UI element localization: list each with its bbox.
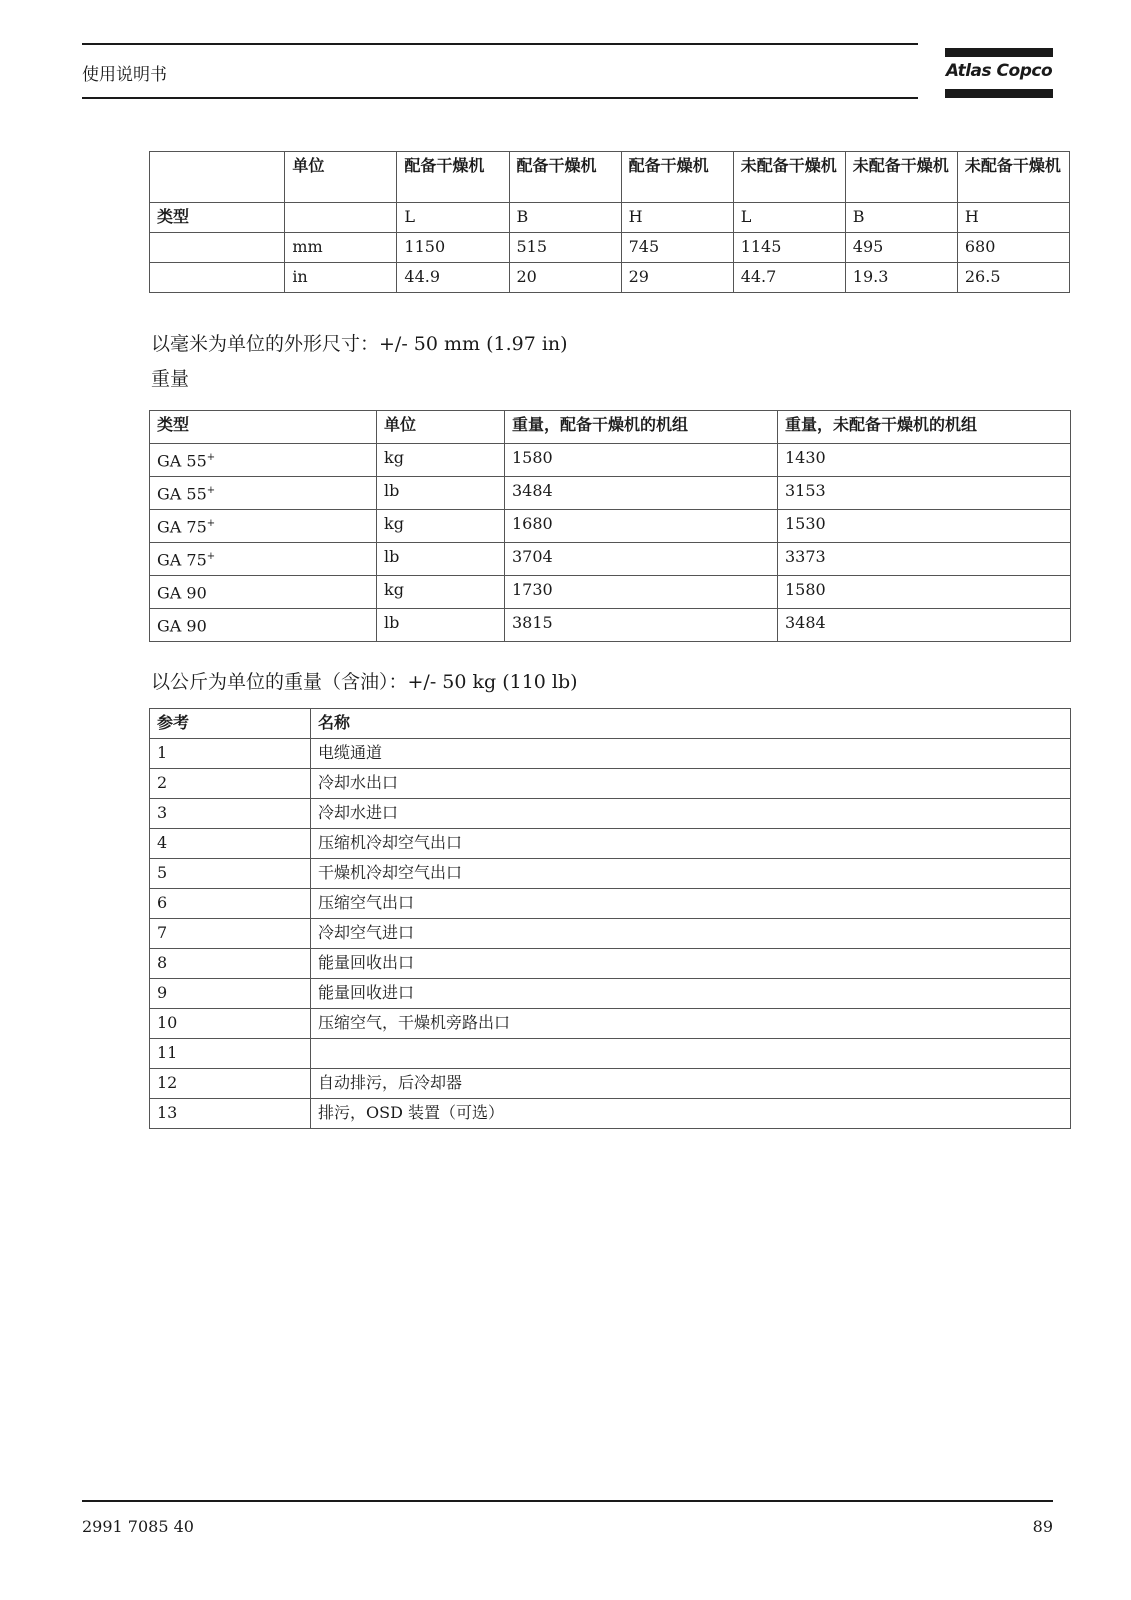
table-row bbox=[150, 769, 1071, 799]
table-row bbox=[150, 979, 1071, 1009]
column-header: 重量，配备干燥机的机组 bbox=[505, 411, 778, 444]
weight-header-row bbox=[150, 411, 1071, 444]
weight-without-dryer-cell: 1580 bbox=[778, 576, 1071, 609]
name-cell: 自动排污，后冷却器 bbox=[311, 1069, 1071, 1099]
dimensions-body bbox=[150, 152, 1070, 293]
name-cell: 冷却水进口 bbox=[311, 799, 1071, 829]
weight-without-dryer-cell: 1530 bbox=[778, 510, 1071, 543]
header-top-rule bbox=[82, 43, 918, 45]
table-cell: 配备干燥机 bbox=[509, 152, 621, 203]
document-title: 使用说明书 bbox=[82, 65, 167, 85]
header-bottom-rule bbox=[82, 97, 918, 99]
name-cell: 压缩机冷却空气出口 bbox=[311, 829, 1071, 859]
model-name: GA 75 bbox=[157, 550, 207, 570]
ref-cell: 11 bbox=[150, 1039, 311, 1069]
weight-with-dryer-cell: 1680 bbox=[505, 510, 778, 543]
table-cell: 26.5 bbox=[957, 263, 1069, 293]
weight-with-dryer-cell: 3484 bbox=[505, 477, 778, 510]
model-name: GA 75 bbox=[157, 517, 207, 537]
table-cell: 未配备干燥机 bbox=[733, 152, 845, 203]
model-cell bbox=[150, 444, 377, 477]
table-row bbox=[150, 889, 1071, 919]
table-row bbox=[150, 444, 1071, 477]
dimensions-type-row bbox=[150, 203, 1070, 233]
ref-cell: 6 bbox=[150, 889, 311, 919]
model-name: GA 90 bbox=[157, 583, 207, 603]
table-cell: 类型 bbox=[150, 203, 285, 233]
logo-bottom-bar bbox=[945, 89, 1053, 98]
table-row bbox=[150, 829, 1071, 859]
model-superscript: + bbox=[206, 485, 216, 496]
weight-with-dryer-cell: 3815 bbox=[505, 609, 778, 642]
weight-with-dryer-cell: 3704 bbox=[505, 543, 778, 576]
unit-cell: kg bbox=[377, 510, 505, 543]
ref-cell: 1 bbox=[150, 739, 311, 769]
unit-cell: lb bbox=[377, 543, 505, 576]
table-cell: in bbox=[285, 263, 397, 293]
name-cell: 电缆通道 bbox=[311, 739, 1071, 769]
logo-top-bar bbox=[945, 48, 1053, 57]
dimensions-tolerance-note: 以毫米为单位的外形尺寸：+/- 50 mm (1.97 in) bbox=[151, 333, 568, 355]
weight-with-dryer-cell: 1730 bbox=[505, 576, 778, 609]
table-row bbox=[150, 1099, 1071, 1129]
name-cell: 能量回收出口 bbox=[311, 949, 1071, 979]
table-cell: 1150 bbox=[397, 233, 509, 263]
atlas-copco-logo bbox=[945, 48, 1053, 100]
table-cell: 515 bbox=[509, 233, 621, 263]
ref-cell: 2 bbox=[150, 769, 311, 799]
model-name: GA 55 bbox=[157, 451, 207, 471]
name-cell: 冷却水出口 bbox=[311, 769, 1071, 799]
weight-without-dryer-cell: 3484 bbox=[778, 609, 1071, 642]
table-cell bbox=[150, 233, 285, 263]
unit-cell: kg bbox=[377, 444, 505, 477]
logo-text: Atlas Copco bbox=[945, 61, 1053, 81]
name-cell: 排污，OSD 装置（可选） bbox=[311, 1099, 1071, 1129]
ref-cell: 7 bbox=[150, 919, 311, 949]
table-cell: 680 bbox=[957, 233, 1069, 263]
table-cell: H bbox=[957, 203, 1069, 233]
table-row bbox=[150, 576, 1071, 609]
model-name: GA 90 bbox=[157, 616, 207, 636]
reference-table-head bbox=[150, 709, 1071, 739]
column-header: 名称 bbox=[311, 709, 1071, 739]
dimensions-header-row bbox=[150, 152, 1070, 203]
table-cell: 未配备干燥机 bbox=[957, 152, 1069, 203]
table-cell: 20 bbox=[509, 263, 621, 293]
ref-cell: 5 bbox=[150, 859, 311, 889]
table-row bbox=[150, 799, 1071, 829]
ref-cell: 8 bbox=[150, 949, 311, 979]
table-cell: 未配备干燥机 bbox=[845, 152, 957, 203]
weight-without-dryer-cell: 3373 bbox=[778, 543, 1071, 576]
table-row bbox=[150, 477, 1071, 510]
dimensions-table bbox=[149, 151, 1070, 293]
unit-cell: lb bbox=[377, 477, 505, 510]
ref-cell: 10 bbox=[150, 1009, 311, 1039]
name-cell bbox=[311, 1039, 1071, 1069]
weight-tolerance-note: 以公斤为单位的重量（含油）：+/- 50 kg (110 lb) bbox=[151, 671, 578, 693]
name-cell: 能量回收进口 bbox=[311, 979, 1071, 1009]
column-header: 单位 bbox=[377, 411, 505, 444]
table-cell: 29 bbox=[621, 263, 733, 293]
table-cell: 44.9 bbox=[397, 263, 509, 293]
table-cell: L bbox=[397, 203, 509, 233]
weight-table bbox=[149, 410, 1071, 642]
table-row bbox=[150, 739, 1071, 769]
table-row bbox=[150, 949, 1071, 979]
table-row bbox=[150, 919, 1071, 949]
column-header: 类型 bbox=[150, 411, 377, 444]
table-cell: 单位 bbox=[285, 152, 397, 203]
model-cell bbox=[150, 576, 377, 609]
weight-table-head bbox=[150, 411, 1071, 444]
table-cell: 配备干燥机 bbox=[621, 152, 733, 203]
unit-cell: lb bbox=[377, 609, 505, 642]
table-cell: 745 bbox=[621, 233, 733, 263]
name-cell: 干燥机冷却空气出口 bbox=[311, 859, 1071, 889]
model-superscript: + bbox=[206, 518, 216, 529]
table-cell: L bbox=[733, 203, 845, 233]
unit-cell: kg bbox=[377, 576, 505, 609]
ref-cell: 9 bbox=[150, 979, 311, 1009]
table-row bbox=[150, 543, 1071, 576]
table-cell: B bbox=[845, 203, 957, 233]
reference-header-row bbox=[150, 709, 1071, 739]
weight-without-dryer-cell: 3153 bbox=[778, 477, 1071, 510]
table-row bbox=[150, 263, 1070, 293]
model-superscript: + bbox=[206, 551, 216, 562]
table-cell: mm bbox=[285, 233, 397, 263]
weight-without-dryer-cell: 1430 bbox=[778, 444, 1071, 477]
model-name: GA 55 bbox=[157, 484, 207, 504]
table-row bbox=[150, 859, 1071, 889]
document-number: 2991 7085 40 bbox=[82, 1517, 194, 1536]
name-cell: 压缩空气，干燥机旁路出口 bbox=[311, 1009, 1071, 1039]
weight-heading: 重量 bbox=[151, 368, 190, 390]
table-row bbox=[150, 1009, 1071, 1039]
ref-cell: 3 bbox=[150, 799, 311, 829]
table-cell bbox=[150, 263, 285, 293]
name-cell: 压缩空气出口 bbox=[311, 889, 1071, 919]
model-superscript: + bbox=[206, 452, 216, 463]
table-cell bbox=[150, 152, 285, 203]
model-cell bbox=[150, 477, 377, 510]
ref-cell: 13 bbox=[150, 1099, 311, 1129]
table-row bbox=[150, 1069, 1071, 1099]
ref-cell: 4 bbox=[150, 829, 311, 859]
table-row bbox=[150, 510, 1071, 543]
table-cell: H bbox=[621, 203, 733, 233]
reference-table bbox=[149, 708, 1071, 1129]
table-cell: 495 bbox=[845, 233, 957, 263]
table-cell: 1145 bbox=[733, 233, 845, 263]
table-cell: 19.3 bbox=[845, 263, 957, 293]
table-row bbox=[150, 609, 1071, 642]
ref-cell: 12 bbox=[150, 1069, 311, 1099]
column-header: 参考 bbox=[150, 709, 311, 739]
table-cell bbox=[285, 203, 397, 233]
model-cell bbox=[150, 510, 377, 543]
table-cell: 配备干燥机 bbox=[397, 152, 509, 203]
table-cell: 44.7 bbox=[733, 263, 845, 293]
reference-table-body bbox=[150, 739, 1071, 1129]
table-cell: B bbox=[509, 203, 621, 233]
page-number: 89 bbox=[1032, 1517, 1053, 1536]
model-cell bbox=[150, 609, 377, 642]
table-row bbox=[150, 233, 1070, 263]
footer-rule bbox=[82, 1500, 1053, 1502]
weight-table-body bbox=[150, 444, 1071, 642]
table-row bbox=[150, 1039, 1071, 1069]
weight-with-dryer-cell: 1580 bbox=[505, 444, 778, 477]
name-cell: 冷却空气进口 bbox=[311, 919, 1071, 949]
column-header: 重量，未配备干燥机的机组 bbox=[778, 411, 1071, 444]
model-cell bbox=[150, 543, 377, 576]
